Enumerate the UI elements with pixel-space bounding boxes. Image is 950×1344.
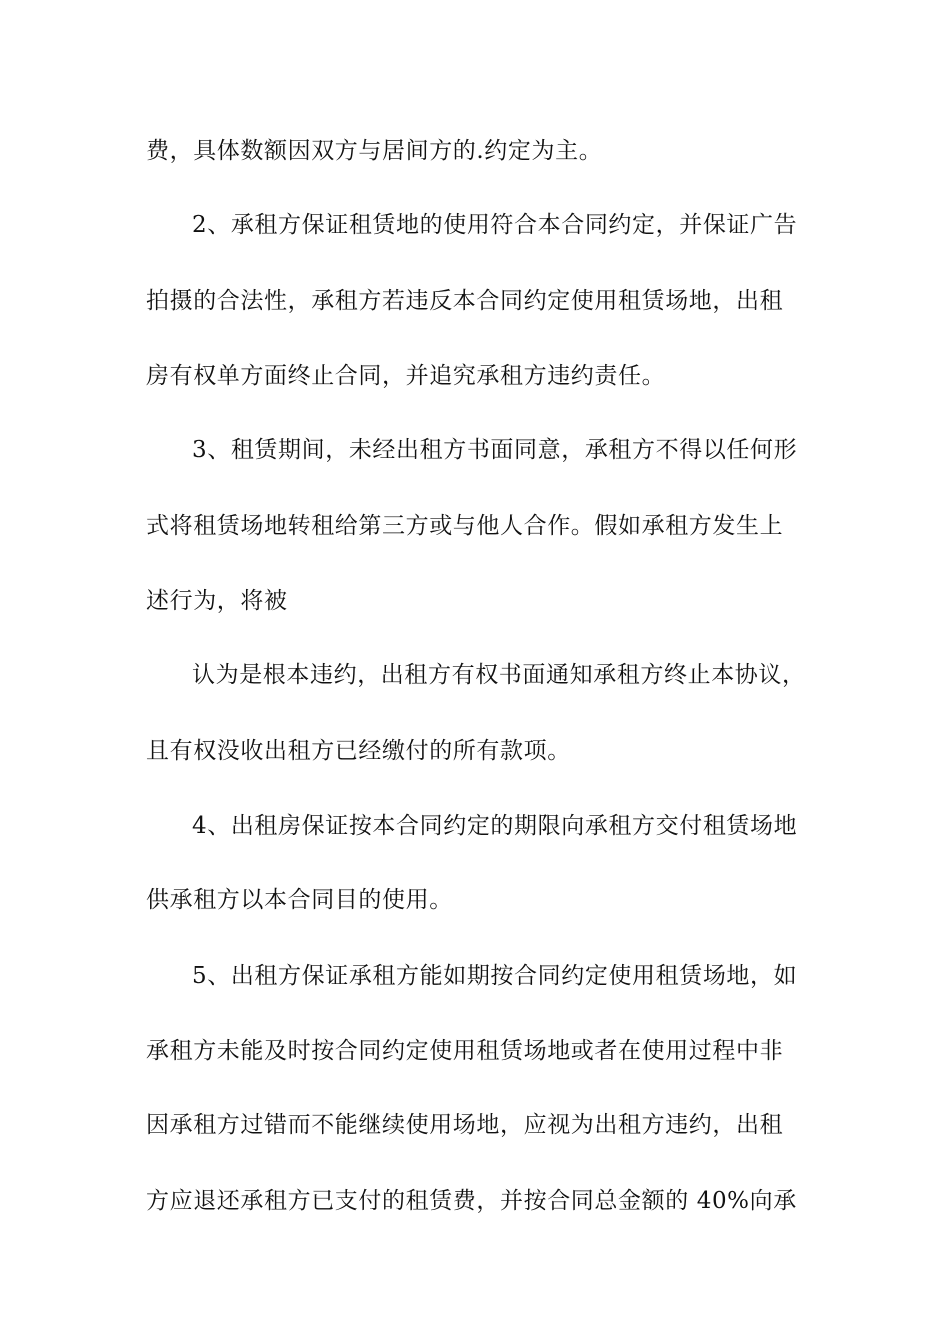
text-line: 4、出租房保证按本合同约定的期限向承租方交付租赁场地 [192,813,798,839]
text-line: 费，具体数额因双方与居间方的.约定为主。 [146,138,603,164]
text-line: 因承租方过错而不能继续使用场地，应视为出租方违约，出租 [146,1112,784,1138]
text-line: 房有权单方面终止合同，并追究承租方违约责任。 [146,363,666,389]
text-line: 承租方未能及时按合同约定使用租赁场地或者在使用过程中非 [146,1038,784,1064]
text-line: 供承租方以本合同目的使用。 [146,887,453,913]
text-line: 方应退还承租方已支付的租赁费，并按合同总金额的 40%向承 [146,1188,797,1214]
text-line: 述行为，将被 [146,588,288,614]
text-line: 认为是根本违约，出租方有权书面通知承租方终止本协议， [192,662,806,688]
text-line: 拍摄的合法性，承租方若违反本合同约定使用租赁场地，出租 [146,288,784,314]
text-line: 2、承租方保证租赁地的使用符合本合同约定，并保证广告 [192,212,798,238]
text-line: 且有权没收出租方已经缴付的所有款项。 [146,738,571,764]
text-line: 5、出租方保证承租方能如期按合同约定使用租赁场地，如 [192,963,798,989]
text-line: 式将租赁场地转租给第三方或与他人合作。假如承租方发生上 [146,513,784,539]
text-line: 3、租赁期间，未经出租方书面同意，承租方不得以任何形 [192,437,798,463]
